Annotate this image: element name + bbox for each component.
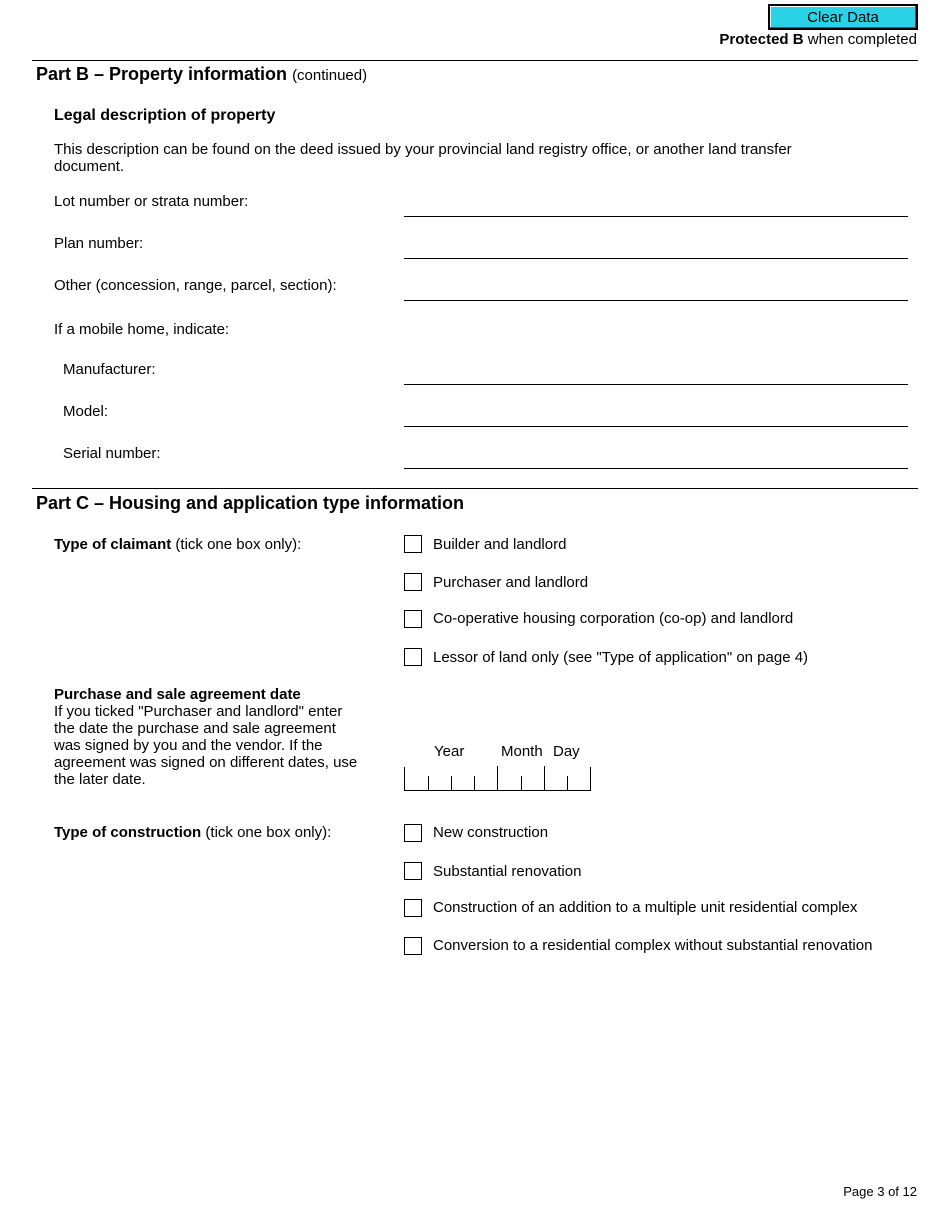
part-b-continued: (continued) xyxy=(292,67,368,84)
construction-type-label-bold: Type of construction xyxy=(54,824,202,841)
claimant-type-label xyxy=(54,536,301,553)
claimant-checkbox-purchaser[interactable] xyxy=(404,573,422,591)
date-separator xyxy=(497,766,498,790)
construction-type-label-rest: (tick one box only): xyxy=(201,824,332,841)
claimant-option-label: Builder and landlord xyxy=(433,536,567,553)
mobile-home-label: If a mobile home, indicate: xyxy=(54,321,230,338)
claimant-option-label: Lessor of land only (see "Type of application" on page 4) xyxy=(433,649,809,666)
construction-option-label: Conversion to a residential complex without substantial renovation xyxy=(433,937,873,954)
construction-checkbox-renovation[interactable] xyxy=(404,862,422,880)
divider xyxy=(32,488,918,489)
other-legal-label: Other (concession, range, parcel, section): xyxy=(54,277,337,294)
date-tick xyxy=(428,776,429,790)
claimant-option-label: Purchaser and landlord xyxy=(433,574,589,591)
construction-checkbox-new[interactable] xyxy=(404,824,422,842)
date-tick xyxy=(474,776,475,790)
claimant-checkbox-coop[interactable] xyxy=(404,610,422,628)
construction-checkbox-addition[interactable] xyxy=(404,899,422,917)
claimant-type-label-bold: Type of claimant xyxy=(54,536,172,553)
construction-option-label: New construction xyxy=(433,824,549,841)
lot-number-label: Lot number or strata number: xyxy=(54,193,249,210)
part-b-title xyxy=(36,64,367,85)
claimant-checkbox-builder[interactable] xyxy=(404,535,422,553)
agreement-date-field[interactable] xyxy=(404,767,591,791)
part-b-title-text: Part B – Property information xyxy=(36,64,288,84)
legal-description-heading: Legal description of property xyxy=(54,107,276,124)
date-separator xyxy=(544,766,545,790)
protected-suffix: when completed xyxy=(803,31,917,48)
date-tick xyxy=(567,776,568,790)
claimant-type-label-rest: (tick one box only): xyxy=(171,536,302,553)
plan-number-label: Plan number: xyxy=(54,235,144,252)
construction-option-label: Substantial renovation xyxy=(433,863,582,880)
page-number: Page 3 of 12 xyxy=(843,1184,917,1199)
model-field[interactable] xyxy=(404,426,908,427)
serial-number-label: Serial number: xyxy=(63,445,161,462)
date-day-label: Day xyxy=(553,743,580,760)
agreement-date-heading: Purchase and sale agreement date xyxy=(54,686,301,703)
date-month-label: Month xyxy=(501,743,543,760)
other-legal-field[interactable] xyxy=(404,300,908,301)
protected-notice xyxy=(719,31,917,48)
date-tick xyxy=(521,776,522,790)
protected-label: Protected B xyxy=(719,31,804,48)
lot-number-field[interactable] xyxy=(404,216,908,217)
serial-number-field[interactable] xyxy=(404,468,908,469)
model-label: Model: xyxy=(63,403,109,420)
date-year-label: Year xyxy=(434,743,465,760)
manufacturer-field[interactable] xyxy=(404,384,908,385)
construction-type-label xyxy=(54,824,331,841)
divider xyxy=(32,60,918,61)
agreement-date-text: If you ticked "Purchaser and landlord" enter the date the purchase and sale agreement was signed by you and the vendor. If the agreement was signed on different dates, use the later date. xyxy=(54,703,358,788)
construction-checkbox-conversion[interactable] xyxy=(404,937,422,955)
plan-number-field[interactable] xyxy=(404,258,908,259)
part-c-title: Part C – Housing and application type information xyxy=(36,493,465,513)
clear-data-button[interactable]: Clear Data xyxy=(768,4,918,30)
claimant-checkbox-lessor[interactable] xyxy=(404,648,422,666)
construction-option-label: Construction of an addition to a multiple unit residential complex xyxy=(433,899,858,916)
claimant-option-label: Co-operative housing corporation (co-op) and landlord xyxy=(433,610,794,627)
date-tick xyxy=(451,776,452,790)
manufacturer-label: Manufacturer: xyxy=(63,361,156,378)
legal-description-text: This description can be found on the deed issued by your provincial land registry office, or another land transfer document. xyxy=(54,141,792,175)
